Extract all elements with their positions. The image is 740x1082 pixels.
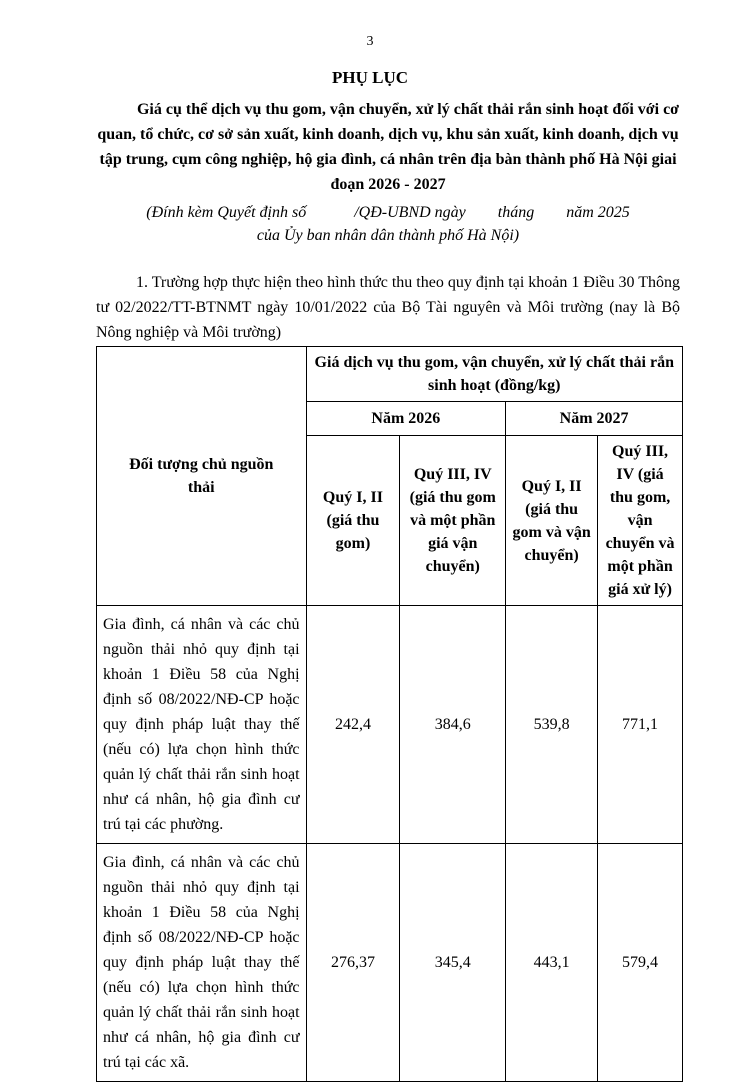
row-value: 276,37 <box>306 844 400 1082</box>
price-table <box>96 346 683 1082</box>
subtitle-text: Giá cụ thể dịch vụ thu gom, vận chuyển, xử lý chất thải rắn sinh hoạt đối với cơ quan, tổ chức, cơ sở sản xuất, kinh doanh, dịch vụ, khu sản xuất, kinh doanh, dịch vụ tập trung, cụm công nghiệp, hộ gia đình, cá nhân trên địa bàn thành phố Hà Nội giai đoạn 2026 - 2027 <box>97 101 680 193</box>
attachment-line-2: của Ủy ban nhân dân thành phố Hà Nội) <box>256 227 520 244</box>
row-value: 443,1 <box>506 844 598 1082</box>
row-value: 242,4 <box>306 606 400 844</box>
paragraph-text: 1. Trường hợp thực hiện theo hình thức thu theo quy định tại khoản 1 Điều 30 Thông tư 02/2022/TT-BTNMT ngày 10/01/2022 của Bộ Tài nguyên và Môi trường (nay là Bộ Nông nghiệp và Môi trường) <box>96 274 680 341</box>
table-row <box>97 606 683 844</box>
header-year-2026: Năm 2026 <box>306 402 506 436</box>
header-price: Giá dịch vụ thu gom, vận chuyển, xử lý chất thải rắn sinh hoạt (đồng/kg) <box>306 347 682 402</box>
header-col-2026-q34: Quý III, IV (giá thu gom và một phần giá vận chuyển) <box>400 436 506 606</box>
row-value: 384,6 <box>400 606 506 844</box>
header-col-2026-q12: Quý I, II (giá thu gom) <box>306 436 400 606</box>
header-col-2027-q12: Quý I, II (giá thu gom và vận chuyển) <box>506 436 598 606</box>
row-subject: Gia đình, cá nhân và các chủ nguồn thải nhỏ quy định tại khoản 1 Điều 58 của Nghị định số 08/2022/NĐ-CP hoặc quy định pháp luật thay thế (nếu có) lựa chọn hình thức quản lý chất thải rắn sinh hoạt như cá nhân, hộ gia đình cư trú tại các phường. <box>97 606 307 844</box>
row-value: 539,8 <box>506 606 598 844</box>
header-subject: Đối tượng chủ nguồn thải <box>97 347 307 606</box>
row-value: 345,4 <box>400 844 506 1082</box>
row-value: 579,4 <box>598 844 683 1082</box>
document-subtitle <box>96 97 680 197</box>
header-year-2027: Năm 2027 <box>506 402 683 436</box>
row-subject: Gia đình, cá nhân và các chủ nguồn thải nhỏ quy định tại khoản 1 Điều 58 của Nghị định số 08/2022/NĐ-CP hoặc quy định pháp luật thay thế (nếu có) lựa chọn hình thức quản lý chất thải rắn sinh hoạt như cá nhân, hộ gia đình cư trú tại các xã. <box>97 844 307 1082</box>
section-paragraph <box>96 270 680 345</box>
page-number: 3 <box>366 34 374 49</box>
attachment-note <box>96 201 680 247</box>
document-title: PHỤ LỤC <box>331 68 409 87</box>
row-value: 771,1 <box>598 606 683 844</box>
header-col-2027-q34: Quý III, IV (giá thu gom, vận chuyển và một phần giá xử lý) <box>598 436 683 606</box>
attachment-line-1: (Đính kèm Quyết định số /QĐ-UBND ngày tháng năm 2025 <box>146 204 630 221</box>
